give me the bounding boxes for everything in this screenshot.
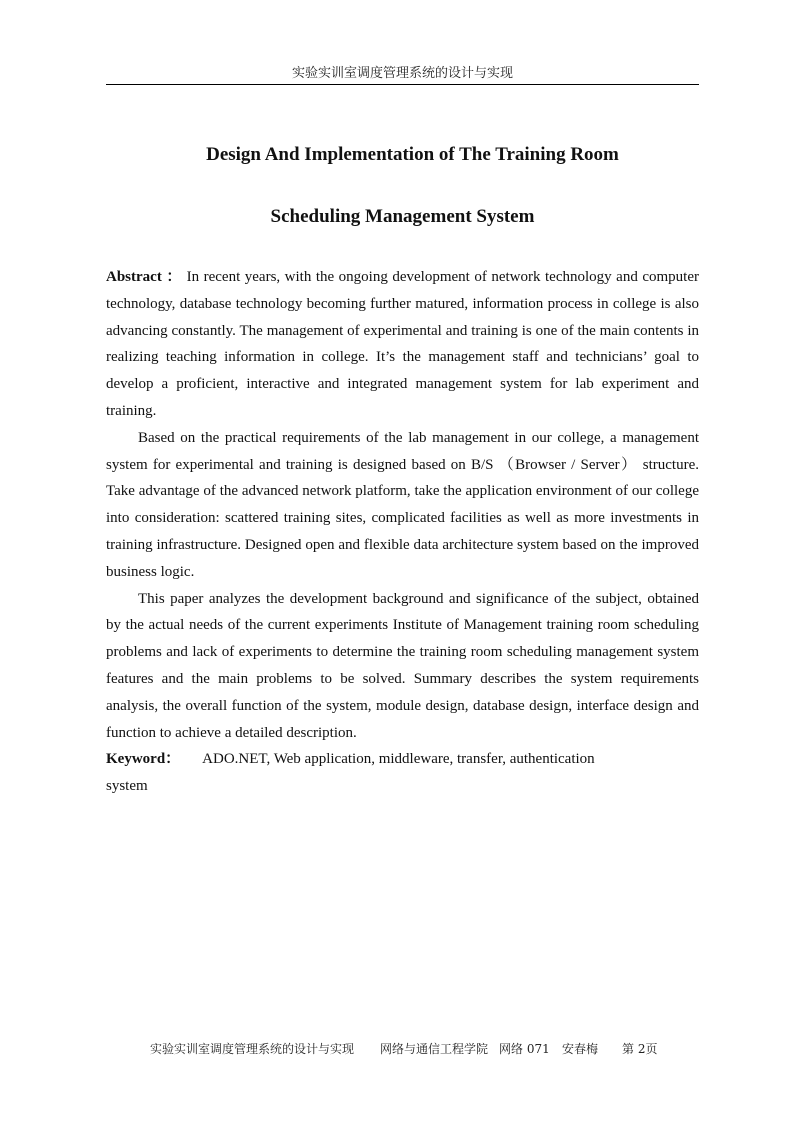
abstract-label: Abstract ：: [106, 269, 183, 285]
abstract-section: [106, 264, 699, 800]
keywords-continuation: system: [106, 778, 148, 795]
abstract-paragraph-3: This paper analyzes the development background and significance of the subject, obtained by the actual needs of the current experiments Institute of Management training room scheduling problems and lack of experiments to determine the training room scheduling management system features and the main problems to be solved. Summary describes the system requirements analysis, the overall function of the system, module design, database design, interface design and function to achieve a detailed description.: [106, 590, 699, 741]
running-header: 实验实训室调度管理系统的设计与实现: [291, 66, 513, 81]
footer-page-number: 第 2页: [622, 1042, 658, 1056]
footer-class: 网络 071: [499, 1042, 550, 1056]
abstract-paragraph-1: [106, 264, 699, 425]
paper-title-line-2: Scheduling Management System: [270, 206, 535, 227]
keywords-text: ADO.NET, Web application, middleware, transfer, authentication: [202, 751, 595, 768]
footer-school: 网络与通信工程学院: [380, 1042, 489, 1056]
keywords-label: Keyword：: [106, 751, 181, 768]
footer-title: 实验实训室调度管理系统的设计与实现: [150, 1042, 355, 1056]
paper-title-line-1: Design And Implementation of The Training Room: [206, 144, 619, 165]
header-rule: [106, 84, 699, 85]
abstract-paragraph-2: Based on the practical requirements of the lab management in our college, a management system for experimental and training is designed based on B/S （Browser / Server） structure. Take advantage of the advanced network platform, take the application environment of our college into consideration: scattered training sites, complicated facilities as well as more investments in training infrastructure. Designed open and flexible data architecture system based on the improved business logic.: [106, 429, 699, 580]
footer-author: 安春梅: [562, 1042, 599, 1056]
abstract-text-1: In recent years, with the ongoing development of network technology and computer technology, database technology becoming further matured, information process in college is also advancing constantly. The management of experimental and training is one of the main contents in realizing teaching information in college. It’s the management staff and technicians’ goal to develop a proficient, interactive and integrated management system for lab experiment and training.: [106, 269, 699, 419]
keywords-line: [106, 746, 699, 773]
